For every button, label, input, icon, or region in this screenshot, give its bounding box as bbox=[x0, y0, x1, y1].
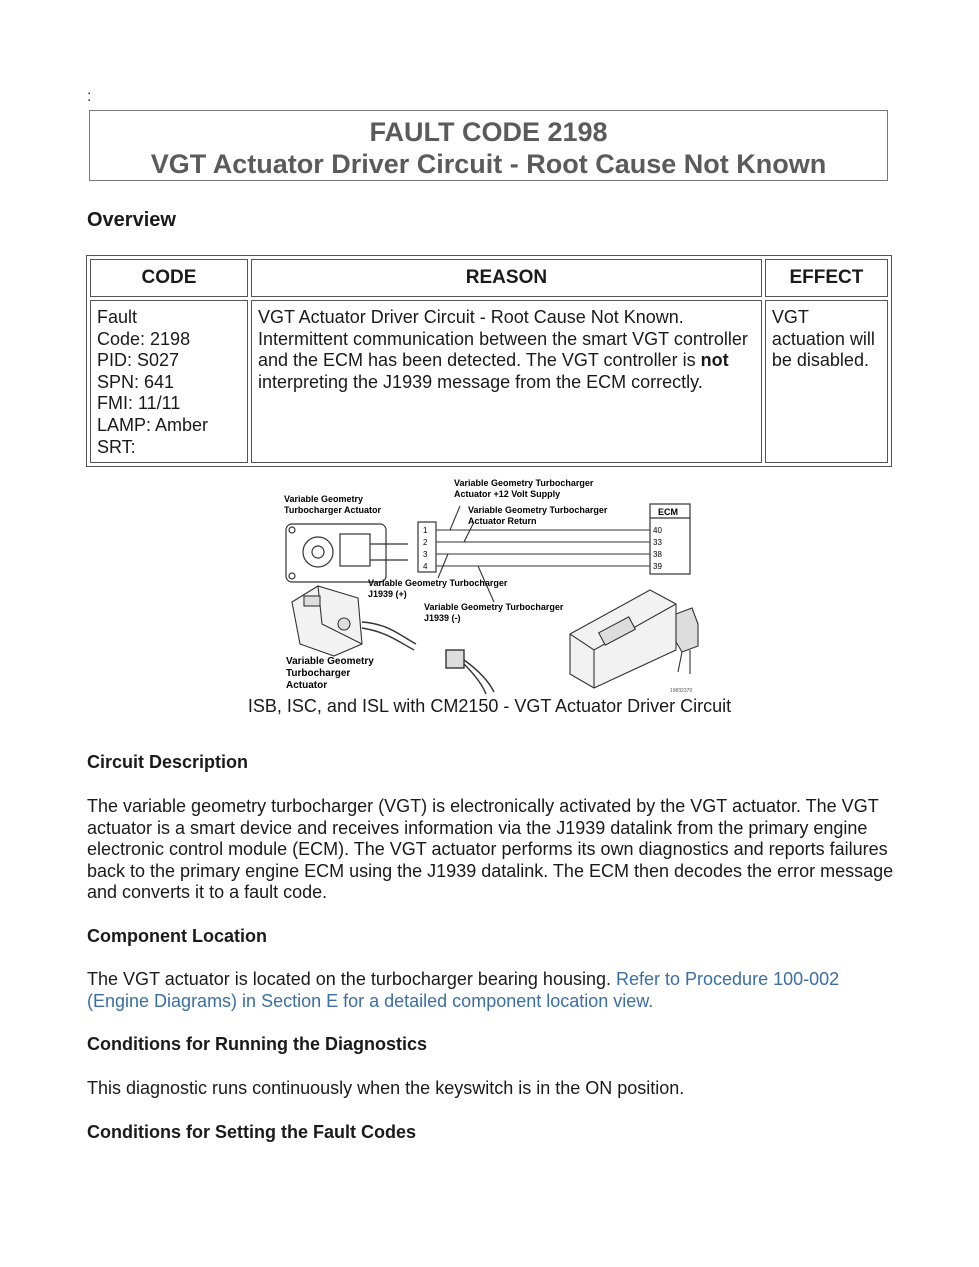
label-j1939-negative: Variable Geometry Turbocharger bbox=[424, 602, 564, 612]
ecm-module-illustration bbox=[570, 590, 698, 688]
pin-label-right: 40 bbox=[653, 526, 662, 535]
label-j1939-positive: J1939 (+) bbox=[368, 589, 407, 599]
pin-label-right: 39 bbox=[653, 562, 662, 571]
code-line: Fault bbox=[97, 307, 138, 327]
fault-code-title: FAULT CODE 2198 bbox=[369, 117, 608, 147]
code-line: Code: 2198 bbox=[97, 328, 191, 349]
code-line: SRT: bbox=[97, 436, 136, 457]
pin-label-left: 4 bbox=[423, 562, 428, 571]
label-return: Actuator Return bbox=[468, 516, 537, 526]
overview-table bbox=[86, 255, 892, 467]
figure-id: 19832370 bbox=[670, 688, 693, 694]
table-row bbox=[90, 300, 888, 463]
code-line: LAMP: Amber bbox=[97, 414, 209, 435]
column-header-effect: EFFECT bbox=[765, 259, 888, 297]
column-header-reason: REASON bbox=[251, 259, 762, 297]
reason-text-end: interpreting the J1939 message from the ECM correctly. bbox=[257, 371, 703, 392]
pin-label-left: 1 bbox=[423, 526, 428, 535]
circuit-description-heading: Circuit Description bbox=[87, 752, 249, 772]
conditions-running-heading: Conditions for Running the Diagnostics bbox=[87, 1034, 427, 1054]
column-header-code: CODE bbox=[90, 259, 248, 297]
label-j1939-positive: Variable Geometry Turbocharger bbox=[368, 578, 508, 588]
reason-cell bbox=[251, 300, 762, 463]
conditions-running-text: This diagnostic runs continuously when the keyswitch is in the ON position. bbox=[87, 1078, 685, 1098]
ecm-label: ECM bbox=[658, 507, 678, 517]
effect-cell: VGT actuation will be disabled. bbox=[765, 300, 888, 463]
prefix-mark: : bbox=[87, 88, 92, 105]
component-location-text bbox=[87, 969, 897, 1012]
circuit-description-text: The variable geometry turbocharger (VGT) is electronically activated by the VGT actuator. The VGT actuator is a smart device and receives information via the J1939 datalink from the primary engine electronic control module (ECM). The VGT actuator performs its own diagnostics and reports failures back to the primary engine ECM using the J1939 datalink. The ECM then decodes the error message and converts it to a fault code. bbox=[87, 796, 894, 903]
pin-label-right: 33 bbox=[653, 538, 662, 547]
reason-text: VGT Actuator Driver Circuit - Root Cause Not Known. Intermittent communication between the smart VGT controller and the ECM has been detected. The VGT controller is bbox=[257, 307, 748, 371]
label-actuator-top: Turbocharger Actuator bbox=[284, 505, 382, 515]
harness-cable bbox=[362, 622, 494, 694]
label-actuator-top: Variable Geometry bbox=[284, 494, 364, 504]
fault-code-subtitle: VGT Actuator Driver Circuit - Root Cause Not Known bbox=[150, 149, 827, 179]
label-actuator-bottom: Actuator bbox=[286, 680, 328, 691]
overview-heading: Overview bbox=[87, 209, 176, 231]
component-location-body: The VGT actuator is located on the turbocharger bearing housing. bbox=[87, 969, 616, 989]
code-cell bbox=[90, 300, 248, 463]
label-return: Variable Geometry Turbocharger bbox=[468, 505, 608, 515]
circuit-diagram bbox=[278, 474, 702, 696]
pin-label-left: 2 bbox=[423, 538, 428, 547]
component-location-heading: Component Location bbox=[87, 926, 267, 946]
pin-label-right: 38 bbox=[653, 550, 662, 559]
code-line: FMI: 11/11 bbox=[97, 393, 181, 414]
code-line: PID: S027 bbox=[97, 350, 180, 371]
table-header-row bbox=[90, 259, 888, 297]
procedure-link[interactable]: Refer to Procedure 100-002 (Engine Diagrams) in Section E for a detailed component location view. bbox=[87, 969, 840, 1011]
label-supply: Actuator +12 Volt Supply bbox=[454, 489, 561, 499]
actuator-bottom-illustration bbox=[292, 586, 362, 656]
label-j1939-negative: J1939 (-) bbox=[424, 613, 461, 623]
code-line: SPN: 641 bbox=[97, 371, 175, 392]
title-box bbox=[89, 110, 888, 181]
label-supply: Variable Geometry Turbocharger bbox=[454, 478, 594, 488]
reason-emphasis: not bbox=[700, 350, 729, 371]
actuator-top-illustration bbox=[286, 524, 408, 582]
pin-label-left: 3 bbox=[423, 550, 428, 559]
diagram-caption: ISB, ISC, and ISL with CM2150 - VGT Actuator Driver Circuit bbox=[247, 696, 732, 716]
label-actuator-bottom: Turbocharger bbox=[286, 668, 351, 679]
label-actuator-bottom: Variable Geometry bbox=[286, 656, 374, 667]
conditions-setting-heading: Conditions for Setting the Fault Codes bbox=[87, 1122, 416, 1142]
